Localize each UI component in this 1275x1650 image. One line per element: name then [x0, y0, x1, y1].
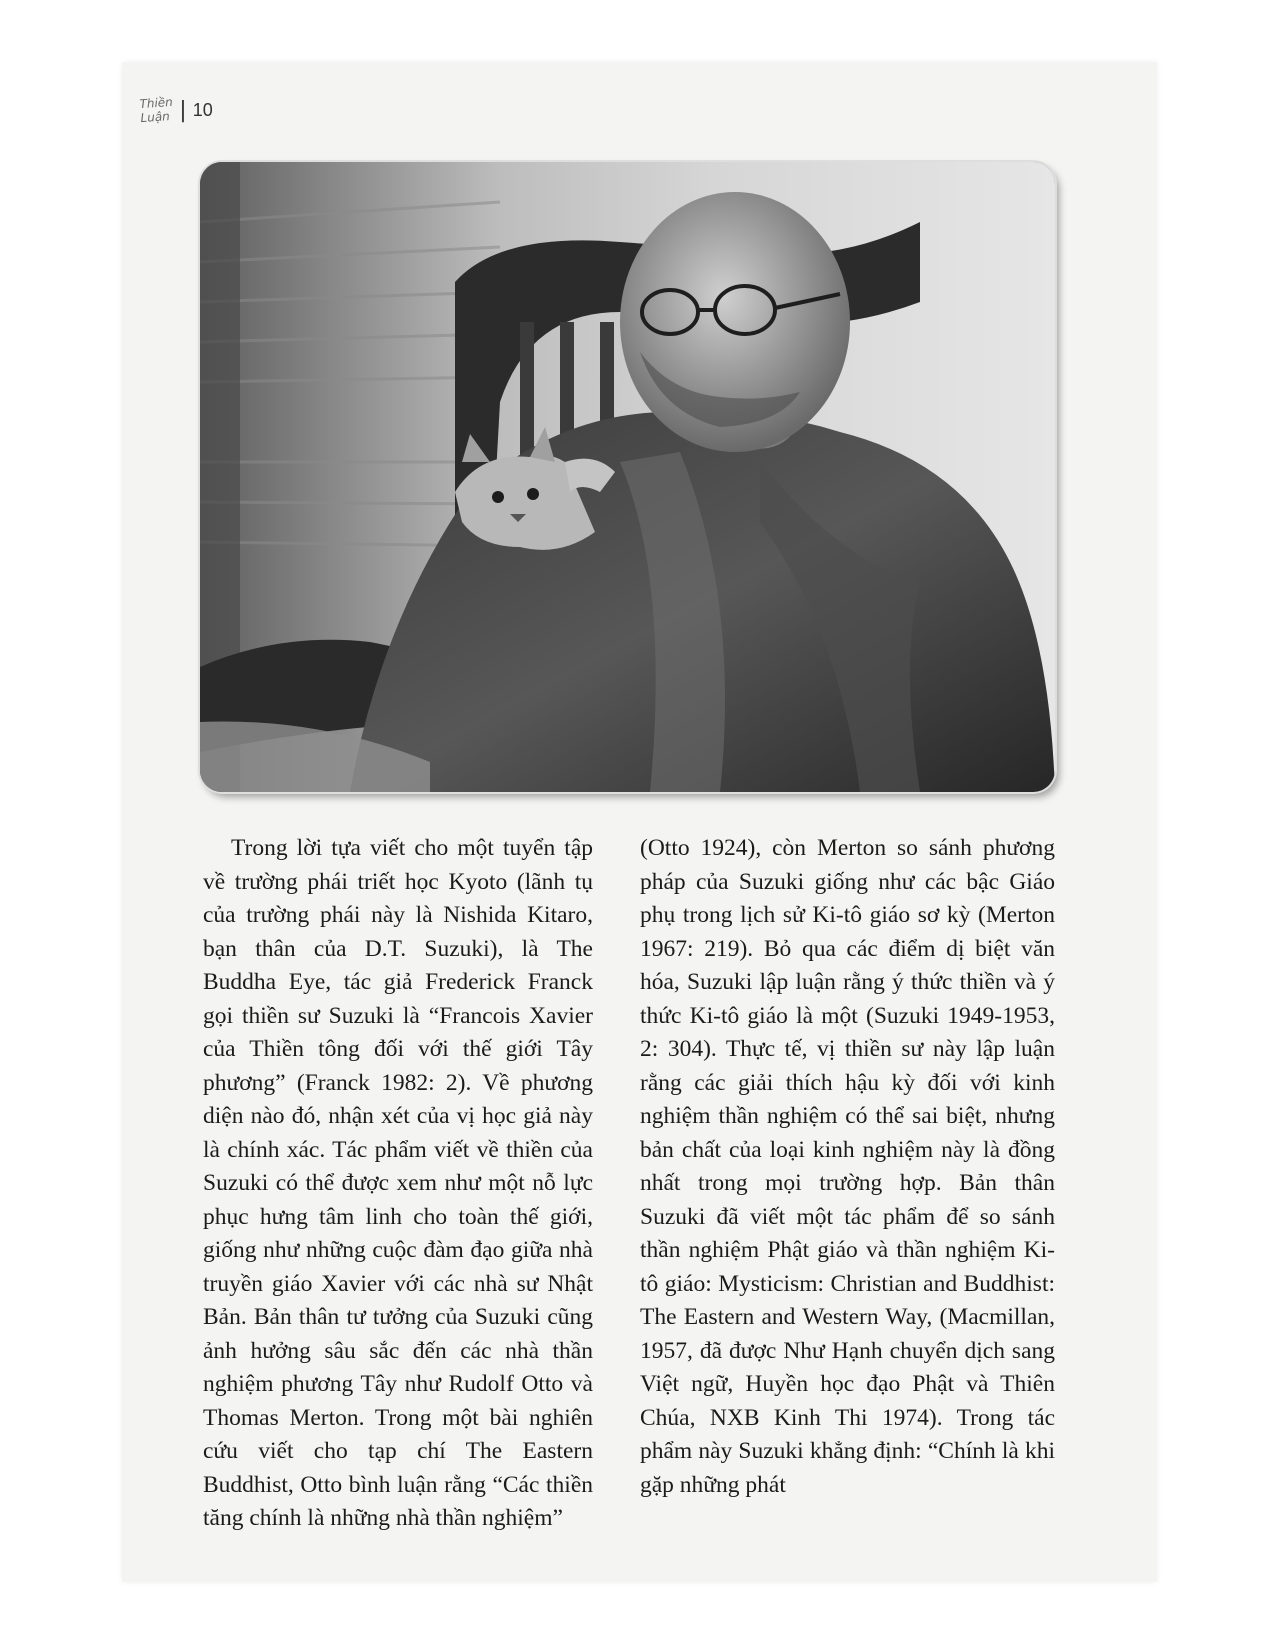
page-header: [140, 96, 213, 124]
page-number: 10: [192, 99, 213, 120]
handwritten-note: [139, 95, 174, 125]
paragraph-left: Trong lời tựa viết cho một tuyển tập về trường phái triết học Kyoto (lãnh tụ của trường phái này là Nishida Kitaro, bạn thân của D.T. Suzuki), là The Buddha Eye, tác giả Frederick Franck gọi thiền sư Suzuki là “Francois Xavier của Thiền tông đối với thế giới Tây phương” (Franck 1982: 2). Về phương diện nào đó, nhận xét của vị học giả này là chính xác. Tác phẩm viết về thiền của Suzuki có thể được xem như một nỗ lực phục hưng tâm linh cho toàn thế giới, giống như những cuộc đàm đạo giữa nhà truyền giáo Xavier với các nhà sư Nhật Bản. Bản thân tư tưởng của Suzuki cũng ảnh hưởng sâu sắc đến các nhà thần nghiệm phương Tây như Rudolf Otto và Thomas Merton. Trong một bài nghiên cứu viết cho tạp chí The Eastern Buddhist, Otto bình luận rằng “Các thiền tăng chính là những nhà thần nghiệm”: [203, 835, 593, 1531]
header-separator: |: [179, 97, 187, 123]
text-column-left: [203, 832, 593, 1536]
text-column-right: [640, 832, 1055, 1502]
photo-illustration: [200, 162, 1055, 792]
paragraph-right: (Otto 1924), còn Merton so sánh phương pháp của Suzuki giống như các bậc Giáo phụ trong lịch sử Ki-tô giáo sơ kỳ (Merton 1967: 219). Bỏ qua các điểm dị biệt văn hóa, Suzuki lập luận rằng ý thức thiền và ý thức Ki-tô giáo là một (Suzuki 1949-1953, 2: 304). Thực tế, vị thiền sư này lập luận rằng các giải thích hậu kỳ đối với kinh nghiệm thần nghiệm có thể sai biệt, nhưng bản chất của loại kinh nghiệm này là đồng nhất trong mọi trường hợp. Bản thân Suzuki đã viết một tác phẩm để so sánh thần nghiệm Phật giáo và thần nghiệm Ki-tô giáo: Mysticism: Christian and Buddhist: The Eastern and Western Way, (Macmillan, 1957, đã được Như Hạnh chuyển dịch sang Việt ngữ, Huyền học đạo Phật và Thiên Chúa, NXB Kinh Thi 1974). Trong tác phẩm này Suzuki khẳng định: “Chính là khi gặp những phát: [640, 835, 1055, 1498]
photograph: [200, 162, 1055, 792]
handwritten-note-line-1: Thiền: [139, 94, 174, 112]
handwritten-note-line-2: Luận: [140, 109, 171, 126]
